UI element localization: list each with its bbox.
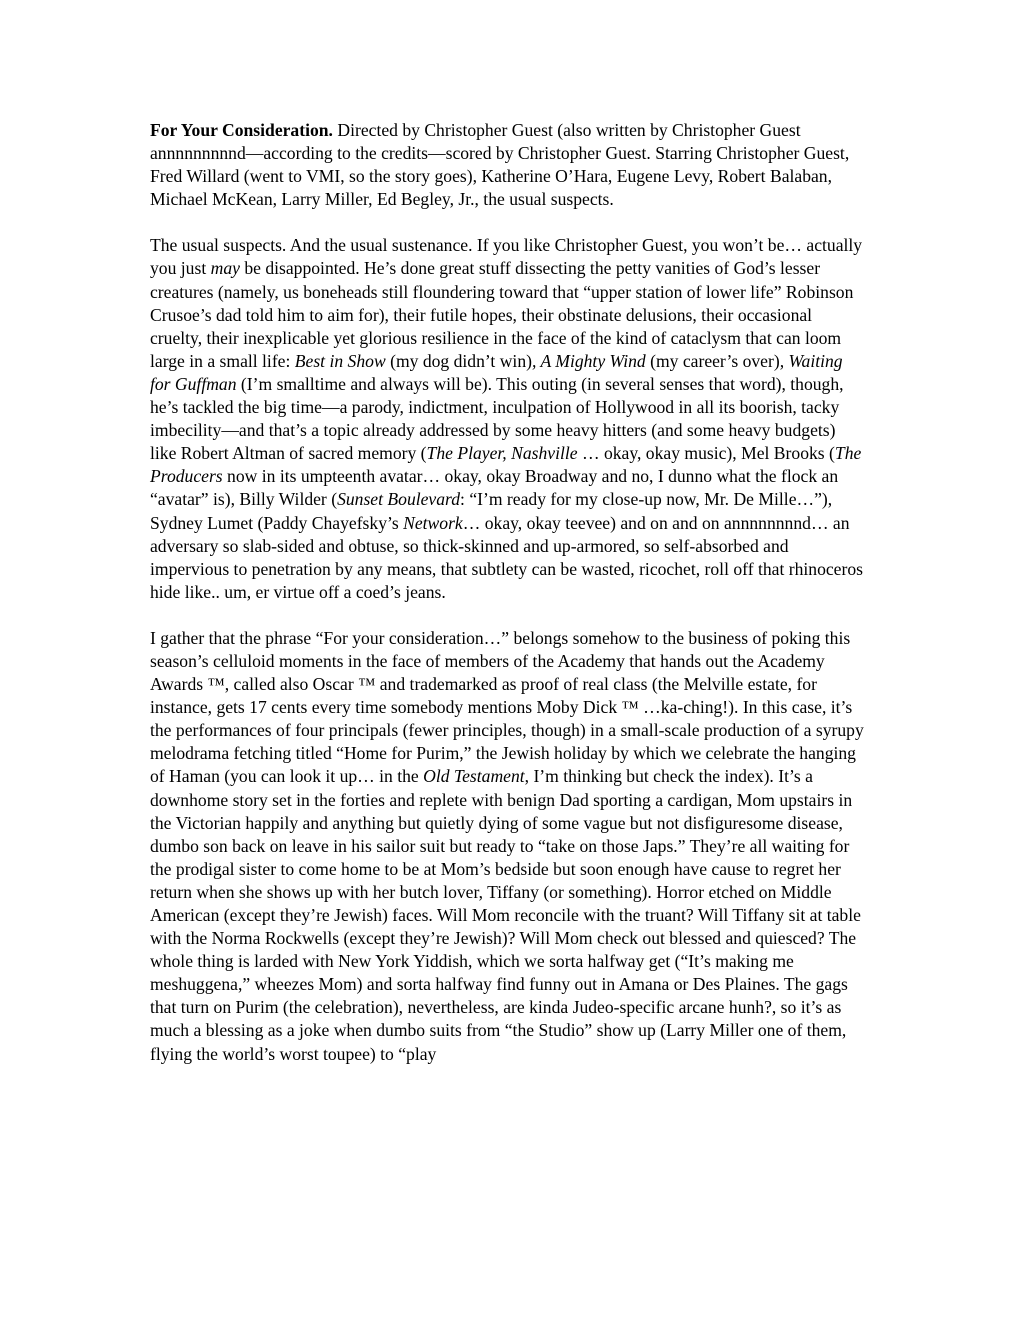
text-run: : “I’m ready for my close-up now, Mr. De Mille…”), Sydney Lumet (Paddy Chayefsky’s: [150, 489, 833, 533]
paragraph-usual-suspects: [150, 234, 865, 604]
document-body: [150, 119, 865, 1066]
text-run: (I’m smalltime and always will be). This outing (in several senses that word), though, he’s tackled the big time—a parody, indictment, inculpation of Hollywood in all its boorish, tacky imbecility—and that’s a topic already addressed by some heavy hitters (and some heavy budgets) like Robert Altman of sacred memory (: [150, 373, 844, 464]
text-run: I gather that the phrase “For your consideration…” belongs somehow to the business of poking this season’s celluloid moments in the face of members of the Academy that hands out the Academy Awards ™, called also Oscar ™ and trademarked as proof of real class (the Melville estate, for instance, gets 17 cents every time somebody mentions Moby Dick ™ …ka-ching!). In this case, it’s the performances of four principals (fewer principles, though) in a small-scale production of a syrupy melodrama fetching titled “Home for Purim,” the Jewish holiday by which we celebrate the hanging of Haman (you can look it up… in the: [150, 627, 864, 787]
text-run: Network: [403, 512, 463, 533]
paragraph-intro: [150, 119, 865, 211]
text-run: Directed by Christopher Guest (also written by Christopher Guest annnnnnnnnd—according to the credits—scored by Christopher Guest. Starring Christopher Guest, Fred Willard (went to VMI, so the story goes), Katherine O’Hara, Eugene Levy, Robert Balaban, Michael McKean, Larry Miller, Ed Begley, Jr., the usual suspects.: [150, 120, 850, 210]
text-run: Old Testament: [423, 766, 525, 787]
text-run: , A Mighty Wind: [531, 350, 646, 371]
text-run: may: [210, 258, 240, 279]
text-run: now in its umpteenth avatar… okay, okay Broadway and no, I dunno what the flock an “avatar” is), Billy Wilder (: [150, 466, 839, 510]
paragraph-consideration: [150, 627, 865, 1066]
text-run: The Player, Nashville: [426, 443, 578, 464]
text-run: (my dog didn’t win): [385, 350, 532, 371]
text-run: For Your Consideration.: [150, 120, 333, 140]
text-run: Best in Show: [294, 350, 386, 371]
text-run: Sunset Boulevard: [337, 489, 461, 510]
text-run: … okay, okay teevee) and on and on annnnnnnnd… an adversary so slab-sided and obtuse, so thick-skinned and up-armored, so self-absorbed and impervious to penetration by any means, that subtlety can be wasted, ricochet, roll off that rhinoceros hide like.. um, er virtue off a coed’s jeans.: [150, 512, 863, 602]
text-run: , Waiting for Guffman: [150, 350, 843, 394]
text-run: The Producers: [150, 443, 862, 487]
text-run: … okay, okay music), Mel Brooks (: [577, 443, 835, 464]
text-run: The usual suspects. And the usual sustenance. If you like Christopher Guest, you won’t be… actually you just: [150, 235, 863, 279]
text-run: (my career’s over): [645, 350, 780, 371]
text-run: , I’m thinking but check the index). It’s a downhome story set in the forties and replete with benign Dad sporting a cardigan, Mom upstairs in the Victorian happily and anything but quietly dying of some vague but not disfiguresome disease, dumbo son back on leave in his sailor suit but ready to “take on those Japs.” They’re all waiting for the prodigal sister to come home to be at Mom’s bedside but soon enough have cause to regret her return when she shows up with her butch lover, Tiffany (or something). Horror etched on Middle American (except they’re Jewish) faces. Will Mom reconcile with the truant? Will Tiffany sit at table with the Norma Rockwells (except they’re Jewish)? Will Mom check out blessed and quiesced? The whole thing is larded with New York Yiddish, which we sorta halfway get (“It’s making me meshuggena,” wheezes Mom) and sorta halfway find funny out in Amana or Des Plaines. The gags that turn on Purim (the celebration), nevertheless, are kinda Judeo-specific arcane hunh?, so it’s as much a blessing as a joke when dumbo suits from “the Studio” show up (Larry Miller one of them, flying the world’s worst toupee) to “play: [150, 766, 861, 1064]
text-run: be disappointed. He’s done great stuff dissecting the petty vanities of God’s lesser creatures (namely, us boneheads still floundering toward that “upper station of lower life” Robinson Crusoe’s dad told him to aim for), their futile hopes, their obstinate delusions, their occasional cruelty, their inexplicable yet glorious resilience in the face of the kind of cataclysm that can loom large in a small life:: [150, 258, 854, 371]
